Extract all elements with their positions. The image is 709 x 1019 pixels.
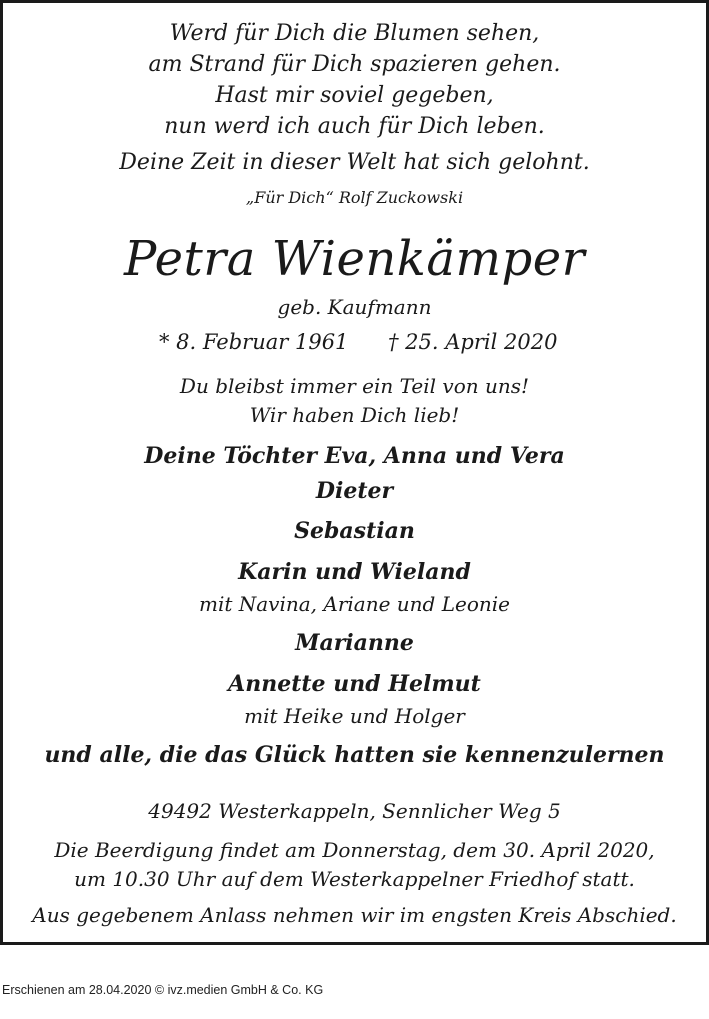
mourner-name: Marianne xyxy=(295,630,414,656)
mourner-name: Karin und Wieland xyxy=(238,559,471,585)
farewell-note: Aus gegebenem Anlass nehmen wir im engsten Kreis Abschied. xyxy=(32,903,677,927)
poem-line: nun werd ich auch für Dich leben. xyxy=(164,114,545,139)
poem-line: am Strand für Dich spazieren gehen. xyxy=(148,52,561,77)
mourner-family: mit Heike und Holger xyxy=(244,704,465,728)
poem-source: „Für Dich“ Rolf Zuckowski xyxy=(245,188,464,207)
publication-footer: Erschienen am 28.04.2020 © ivz.medien GmbH & Co. KG xyxy=(2,983,324,997)
funeral-info: Die Beerdigung findet am Donnerstag, dem 30. April 2020, xyxy=(54,838,655,862)
funeral-info: um 10.30 Uhr auf dem Westerkappelner Friedhof statt. xyxy=(74,867,635,891)
poem-line: Werd für Dich die Blumen sehen, xyxy=(169,21,540,46)
poem-line: Deine Zeit in dieser Welt hat sich gelohnt. xyxy=(119,150,590,175)
farewell-line: Du bleibst immer ein Teil von uns! xyxy=(179,374,530,398)
address: 49492 Westerkappeln, Sennlicher Weg 5 xyxy=(148,799,561,823)
mourner-name: Dieter xyxy=(315,478,394,504)
deceased-name: Petra Wienkämper xyxy=(123,231,586,287)
mourner-name: Deine Töchter Eva, Anna und Vera xyxy=(144,443,565,469)
birth-date: * 8. Februar 1961 xyxy=(159,330,349,354)
maiden-name: geb. Kaufmann xyxy=(277,295,432,319)
poem-line: Hast mir soviel gegeben, xyxy=(215,83,494,108)
death-date: † 25. April 2020 xyxy=(388,330,558,354)
mourner-name: Annette und Helmut xyxy=(228,671,481,697)
closing-line: und alle, die das Glück hatten sie kennenzulernen xyxy=(44,742,665,768)
mourner-name: Sebastian xyxy=(294,518,415,544)
mourner-family: mit Navina, Ariane und Leonie xyxy=(199,592,510,616)
farewell-line: Wir haben Dich lieb! xyxy=(249,403,460,427)
